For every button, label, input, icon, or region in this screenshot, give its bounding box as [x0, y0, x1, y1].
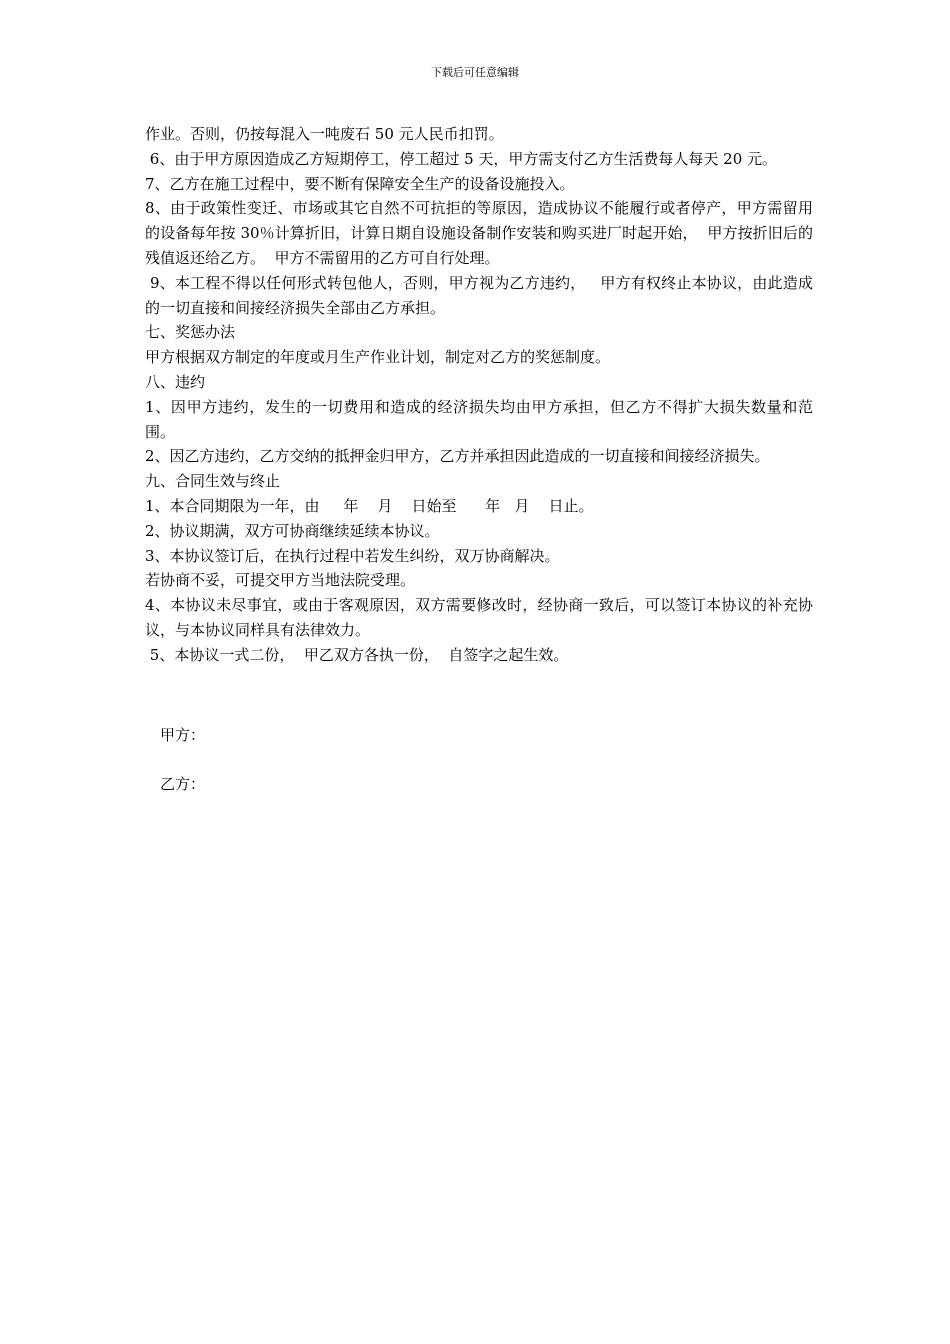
page-header: 下载后可任意编辑	[431, 66, 519, 79]
document-body	[145, 122, 813, 668]
paragraph: 5、本协议一式二份， 甲乙双方各执一份， 自签字之起生效。	[145, 645, 569, 664]
paragraph: 2、因乙方违约，乙方交纳的抵押金归甲方，乙方并承担因此造成的一切直接和间接经济损失。	[145, 447, 770, 466]
paragraph: 4、本协议未尽事宜，或由于客观原因，双方需要修改时，经协商一致后，可以签订本协议的补充协议，与本协议同样具有法律效力。	[145, 596, 813, 639]
paragraph: 1、因甲方违约，发生的一切费用和造成的经济损失均由甲方承担，但乙方不得扩大损失数量和范围。	[145, 397, 813, 441]
section-heading: 七、奖惩办法	[145, 323, 236, 342]
party-a-signature-label: 甲方：	[160, 726, 206, 744]
paragraph: 8、由于政策性变迁、市场或其它自然不可抗拒的等原因，造成协议不能履行或者停产，甲方需留用的设备每年按 30％计算折旧，计算日期自设施设备制作安装和购买进厂时起开始， 甲方按折旧后的残值返还给乙方。 甲方不需留用的乙方可自行处理。	[145, 199, 813, 267]
section-heading: 八、违约	[145, 372, 206, 391]
paragraph: 作业。否则，仍按每混入一吨废石 50 元人民币扣罚。	[145, 125, 504, 143]
paragraph: 7、乙方在施工过程中，要不断有保障安全生产的设备设施投入。	[145, 174, 575, 193]
paragraph: 6、由于甲方原因造成乙方短期停工，停工超过 5 天，甲方需支付乙方生活费每人每天 20 元。	[145, 149, 778, 168]
paragraph: 9、本工程不得以任何形式转包他人，否则，甲方视为乙方违约， 甲方有权终止本协议，由此造成的一切直接和间接经济损失全部由乙方承担。	[145, 273, 813, 317]
paragraph: 若协商不妥，可提交甲方当地法院受理。	[145, 571, 416, 590]
paragraph: 3、本协议签订后，在执行过程中若发生纠纷，双万协商解决。	[145, 546, 560, 565]
paragraph: 2、协议期满，双方可协商继续延续本协议。	[145, 521, 440, 540]
paragraph: 甲方根据双方制定的年度或月生产作业计划，制定对乙方的奖惩制度。	[145, 348, 611, 367]
paragraph: 1、本合同期限为一年，由 年 月 日始至 年 月 日止。	[145, 496, 594, 515]
section-heading: 九、合同生效与终止	[145, 472, 281, 491]
party-b-signature-label: 乙方：	[160, 775, 206, 793]
